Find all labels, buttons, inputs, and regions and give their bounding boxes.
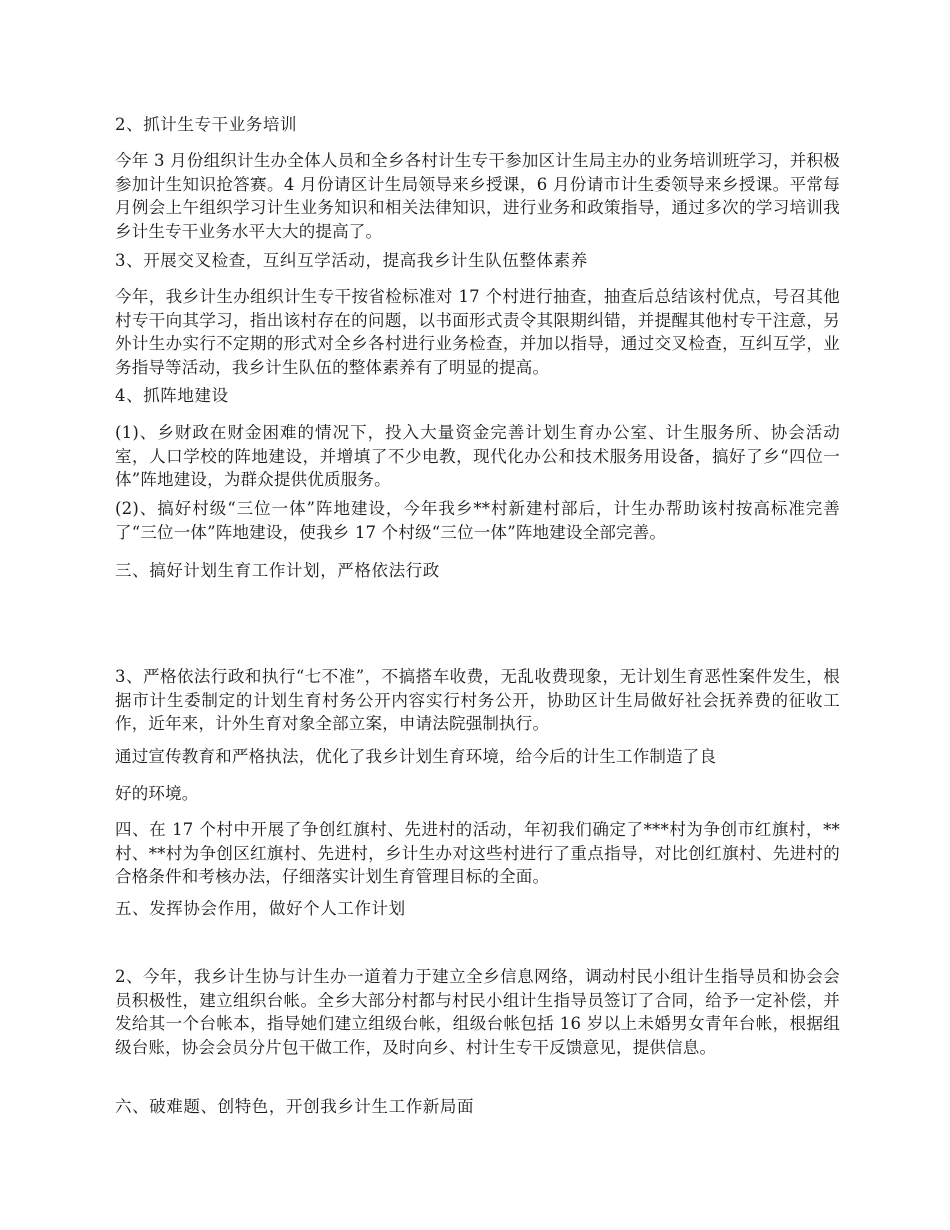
paragraph-association: 2、今年，我乡计生协与计生办一道着力于建立全乡信息网络，调动村民小组计生指导员和协会会员积极性，建立组织台帐。全乡大部分村都与村民小组计生指导员签订了合同，给予一定补偿，并发给其一个台帐本，指导她们建立组级台帐，组级台帐包括 16 岁以上未婚男女青年台帐，根据组级台账，协会会员分片包干做工作，及时向乡、村计生专干反馈意见，提供信息。 — [115, 967, 840, 1057]
paragraph-cross-check: 今年，我乡计生办组织计生专干按省检标准对 17 个村进行抽查，抽查后总结该村优点，号召其他村专干向其学习，指出该村存在的问题，以书面形式责令其限期纠错，并提醒其他村专干注意，另外计生办实行不定期的形式对全乡各村进行业务检查，并加以指导，通过交叉检查，互纠互学，业务指导等活动，我乡计生队伍的整体素养有了明显的提高。 — [115, 287, 840, 377]
section-heading-three: 三、搞好计划生育工作计划，严格依法行政 — [115, 561, 440, 580]
section-heading-cross-check: 3、开展交叉检查，互纠互学活动，提高我乡计生队伍整体素养 — [115, 251, 588, 270]
section-heading-five: 五、发挥协会作用，做好个人工作计划 — [115, 899, 406, 918]
section-heading-training: 2、抓计生专干业务培训 — [115, 115, 298, 134]
paragraph-environment-2: 好的环境。 — [115, 784, 199, 803]
paragraph-section-four: 四、在 17 个村中开展了争创红旗村、先进村的活动，年初我们确定了***村为争创市红旗村，**村、**村为争创区红旗村、先进村，乡计生办对这些村进行了重点指导，对比创红旗村、先进村的合格条件和考核办法，仔细落实计划生育管理目标的全面。 — [115, 820, 840, 886]
paragraph-environment-1: 通过宣传教育和严格执法，优化了我乡计划生育环境，给今后的计生工作制造了良 — [115, 747, 717, 766]
section-heading-facility: 4、抓阵地建设 — [115, 386, 229, 405]
paragraph-facility-1: (1)、乡财政在财金困难的情况下，投入大量资金完善计划生育办公室、计生服务所、协会活动室，人口学校的阵地建设，并增填了不少电教，现代化办公和技术服务用设备，搞好了乡“四位一体”阵地建设，为群众提供优质服务。 — [115, 423, 840, 489]
paragraph-training: 今年 3 月份组织计生办全体人员和全乡各村计生专干参加区计生局主办的业务培训班学习，并积极参加计生知识抢答赛。4 月份请区计生局领导来乡授课，6 月份请市计生委领导来乡授课。平常每月例会上午组织学习计生业务知识和相关法律知识，进行业务和政策指导，通过多次的学习培训我乡计生专干业务水平大大的提高了。 — [115, 151, 840, 241]
section-heading-six: 六、破难题、创特色，开创我乡计生工作新局面 — [115, 1097, 475, 1116]
paragraph-law-enforcement: 3、严格依法行政和执行“七不准”，不搞搭车收费，无乱收费现象，无计划生育恶性案件发生，根据市计生委制定的计划生育村务公开内容实行村务公开，协助区计生局做好社会抚养费的征收工作，近年来，计外生育对象全部立案，申请法院强制执行。 — [115, 667, 840, 733]
paragraph-facility-2: (2)、搞好村级“三位一体”阵地建设，今年我乡**村新建村部后，计生办帮助该村按高标准完善了“三位一体”阵地建设，使我乡 17 个村级“三位一体”阵地建设全部完善。 — [115, 499, 840, 542]
